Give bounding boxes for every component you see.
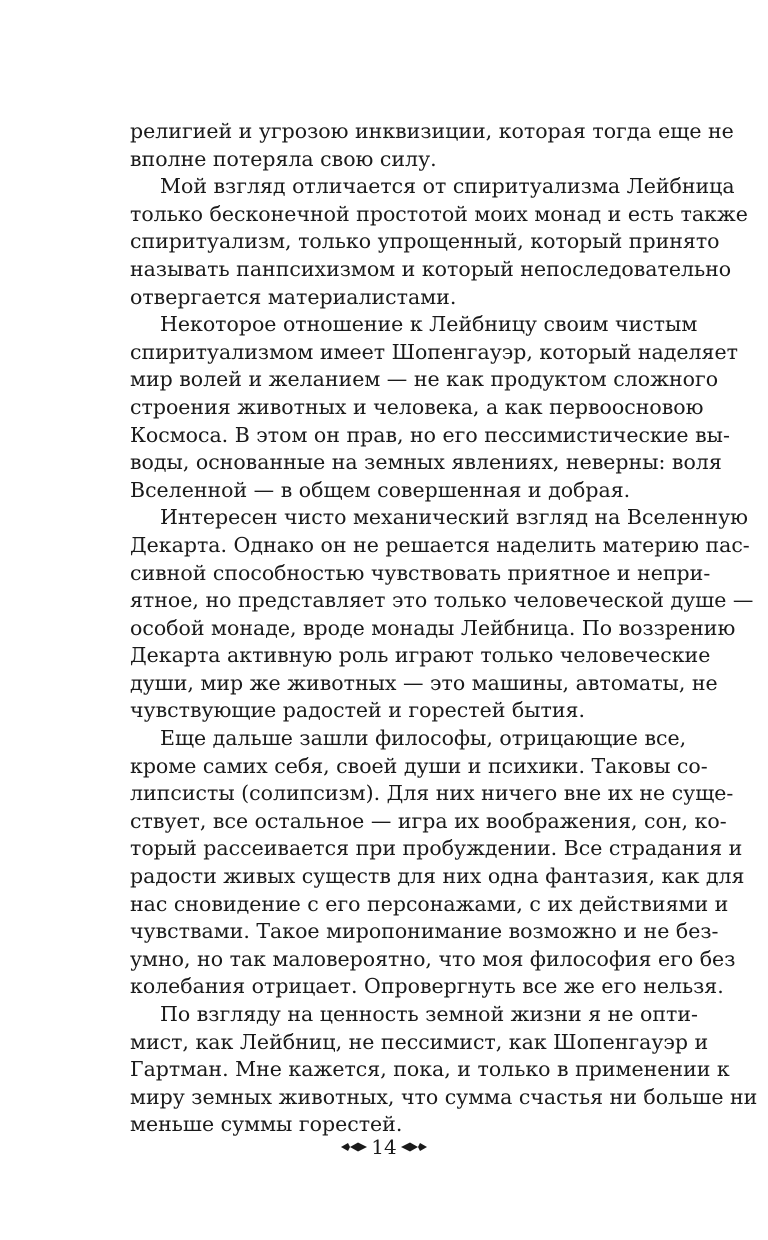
text-line: только бесконечной простотой моих монад и есть также [130, 201, 748, 226]
text-line: меньше суммы горестей. [130, 1112, 403, 1137]
text-line: торый рассеивается при пробуждении. Все страдания и [130, 836, 743, 861]
text-line: вполне потеряла свою силу. [130, 146, 437, 171]
text-line: чувствами. Такое миропонимание возможно и не без- [130, 919, 719, 944]
text-line: Вселенной — в общем совершенная и добрая. [130, 477, 631, 502]
text-line: ятное, но представляет это только человеческой душе — [130, 588, 754, 613]
paragraph [130, 1001, 758, 1139]
text-line: Мой взгляд отличается от спиритуализма Лейбница [160, 174, 735, 199]
body-text [130, 118, 758, 1139]
text-line: липсисты (солипсизм). Для них ничего вне их не суще- [130, 781, 734, 806]
text-line: чувствующие радостей и горестей бытия. [130, 698, 586, 723]
text-line: кроме самих себя, своей души и психики. Таковы со- [130, 753, 708, 778]
text-line: миру земных животных, что сумма счастья ни больше ни [130, 1084, 758, 1109]
text-line: Гартман. Мне кажется, пока, и только в применении к [130, 1057, 730, 1082]
text-line: строения животных и человека, а как первоосновою [130, 394, 704, 419]
text-line: Еще дальше зашли философы, отрицающие все, [160, 726, 687, 751]
paragraph [130, 725, 745, 1001]
text-line: ствует, все остальное — игра их воображения, сон, ко- [130, 808, 727, 833]
text-line: колебания отрицает. Опровергнуть все же его нельзя. [130, 974, 724, 999]
text-line: спиритуализм, только упрощенный, который принято [130, 229, 720, 254]
text-line: умно, но так маловероятно, что моя философия его без [130, 946, 736, 971]
right-ornament-icon [401, 1140, 427, 1154]
text-line: особой монаде, вроде монады Лейбница. По воззрению [130, 615, 736, 640]
paragraph [130, 504, 754, 725]
text-line: сивной способностью чувствовать приятное и непри- [130, 560, 711, 585]
paragraph [130, 173, 748, 311]
text-line: воды, основанные на земных явлениях, неверны: воля [130, 450, 722, 475]
text-line: Космоса. В этом он прав, но его пессимистические вы- [130, 422, 730, 447]
text-line: мист, как Лейбниц, не пессимист, как Шопенгауэр и [130, 1029, 709, 1054]
page-number: 14 [371, 1134, 397, 1159]
paragraph [130, 311, 738, 504]
text-line: отвергается материалистами. [130, 284, 457, 309]
text-line: называть панпсихизмом и который непоследовательно [130, 256, 732, 281]
text-line: Некоторое отношение к Лейбницу своим чистым [160, 312, 698, 337]
text-line: спиритуализмом имеет Шопенгауэр, который наделяет [130, 339, 738, 364]
left-ornament-icon [341, 1140, 367, 1154]
text-line: По взгляду на ценность земной жизни я не опти- [160, 1002, 698, 1026]
text-line: души, мир же животных — это машины, автоматы, не [130, 670, 718, 695]
text-line: Декарта. Однако он не решается наделить материю пас- [130, 532, 750, 557]
text-line: нас сновидение с его персонажами, с их действиями и [130, 891, 729, 916]
text-line: радости живых существ для них одна фантазия, как для [130, 864, 745, 889]
page-footer [0, 1133, 768, 1159]
text-line: Декарта активную роль играют только человеческие [130, 643, 711, 668]
paragraph [130, 118, 734, 173]
text-line: мир волей и желанием — не как продуктом сложного [130, 367, 719, 392]
text-line: Интересен чисто механический взгляд на Вселенную [160, 505, 748, 530]
text-line: религией и угрозою инквизиции, которая тогда еще не [130, 119, 734, 143]
